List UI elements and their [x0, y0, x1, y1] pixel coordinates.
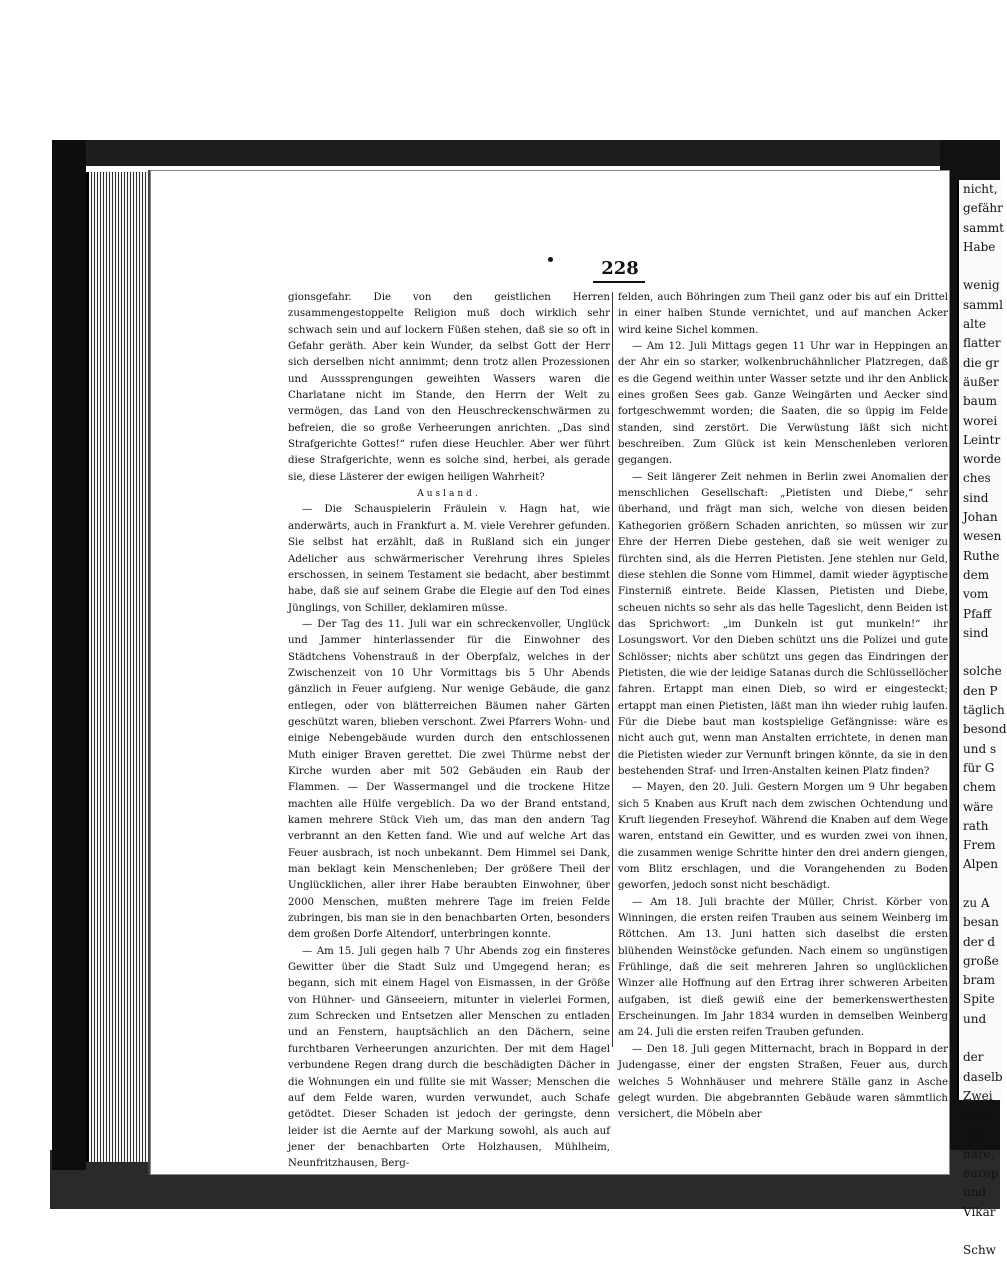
opposite-page-line: große	[963, 953, 999, 968]
opposite-page-line: wenig	[963, 278, 1000, 293]
opposite-page-line: Schw	[963, 1243, 996, 1258]
article-paragraph: — Seit längerer Zeit nehmen in Berlin zwei Anomalien der menschlichen Gesellschaft: „Pietisten und Diebe,“ sehr überhand, und frägt man sich, welche von diesen beiden Kathegorien größern Schaden anrichten, so müssen wir zur Ehre der Herren Diebe gestehen, daß sie weit weniger zu fürchten sind, als die Herren Pietisten. Jene stehlen nur Geld, diese stehlen die Sonne vom Himmel, damit wieder ägyptische Finsterniß eintrete. Beide Klassen, Pietisten und Diebe, scheuen nichts so sehr als das helle Tageslicht, denn Beiden ist das Sprichwort: „im Dunkeln ist gut munkeln!“ ihr Losungswort. Vor den Dieben schützt uns die Polizei und gute Schlösser; nichts aber schützt uns gegen das Eindringen der Pietisten, die wie der leidige Satanas durch die Schlüssellöcher fahren. Ertappt man einen Dieb, so wird er eingesteckt; ertappt man einen Pietisten, läßt man ihn wieder ruhig laufen. Für die Diebe baut man kostspielige Gefängnisse: wäre es nicht auch gut, wenn man Anstalten errichtete, in denen man die Pietisten wieder zur Vernunft bringen könnte, da sie in den bestehenden Straf- und Irren-Anstalten keinen Platz finden?	[618, 471, 948, 777]
column-divider	[612, 292, 613, 1047]
article-paragraph: — Mayen, den 20. Juli. Gestern Morgen um 9 Uhr begaben sich 5 Knaben aus Kruft nach dem zwischen Ochtendung und Kruft liegenden Freseyhof. Während die Knaben auf dem Wege waren, entstand ein Gewitter, und es wurden zwei von ihnen, die zusammen wenige Schritte hinter den drei andern giengen, vom Blitz erschlagen, und die Vorangehenden zu Boden geworfen, jedoch sonst nicht beschädigt.	[618, 782, 948, 892]
opposite-page-line: näre,	[963, 1146, 995, 1161]
opposite-page-line	[959, 643, 1002, 662]
opposite-page-line: Pfaff	[963, 606, 992, 621]
section-heading: Ausland.	[417, 489, 481, 500]
opposite-page-line: wäre	[963, 799, 994, 814]
opposite-page-strip	[957, 180, 1007, 1258]
opposite-page-line	[959, 1222, 1002, 1241]
opposite-page-line: und s	[963, 741, 997, 756]
opposite-page-line: alte	[963, 317, 986, 332]
opposite-page-line: besan	[963, 915, 999, 930]
opposite-page-line: die gr	[963, 355, 999, 370]
opposite-page-line	[959, 257, 1002, 276]
opposite-page-line: europ	[963, 1166, 999, 1181]
article-paragraph: — Der Tag des 11. Juli war ein schreckenvoller, Unglück und Jammer hinterlassender für die Einwohner des Städtchens Vohenstrauß in der Oberpfalz, welches in der Zwischenzeit von 10 Uhr Vormittags bis 5 Uhr Abends gänzlich in Feuer aufgieng. Nur wenige Gebäude, die ganz entlegen, oder von blätterreichen Bäumen naher Gärten geschützt waren, blieben verschont. Zwei Pfarrers Wohn- und einige Nebengebäude wurden durch den entschlossenen Muth einiger Braven gerettet. Die zwei Thürme nebst der Kirche wurden aber mit 502 Gebäuden ein Raub der Flammen. — Der Wassermangel und die trockene Hitze machten alle Hülfe vergeblich. Da wo der Brand entstand, kamen mehrere Stück Vieh um, das man den andern Tag verbrannt an den Ketten fand. Wie und auf welche Art das Feuer ausbrach, ist noch unbekannt. Dem Himmel sei Dank, man beklagt kein Menschenleben; Der größere Theil der Unglücklichen, aller ihrer Habe beraubten Einwohner, über 2000 Menschen, mußten mehrere Tage im freien Felde zubringen, bis man sie in den benachbarten Orten, besonders dem großen Dorfe Altendorf, unterbringen konnte.	[288, 618, 610, 941]
opposite-page-line: nicht,	[963, 182, 998, 196]
opposite-page-line: der	[963, 1050, 984, 1065]
opposite-page-line: für G	[963, 760, 995, 775]
opposite-page-line: äußer	[963, 374, 999, 389]
scan-shadow-top	[60, 140, 965, 166]
book-page-stack	[86, 172, 153, 1162]
article-paragraph: — Die Schauspielerin Fräulein v. Hagn hat, wie anderwärts, auch in Frankfurt a. M. viele Verehrer gefunden. Sie selbst hat erzählt, daß in Rußland sich ein junger Adelicher aus schwärmerischer Verehrung ihres Spieles erschossen, in seinem Testament sie bedacht, aber bestimmt habe, daß sie auf seinem Grabe die Elegie auf den Tod eines Jünglings, von Schiller, deklamiren müsse.	[288, 504, 610, 614]
opposite-page-line: Leintr	[963, 432, 1001, 447]
opposite-page-line: täglich	[963, 703, 1005, 718]
opposite-page-line: und	[963, 1127, 987, 1142]
opposite-page-line: Ruthe	[963, 548, 1000, 563]
opposite-page-line: und	[963, 1011, 987, 1026]
opposite-page-line: bram	[963, 973, 995, 988]
page-number: 228	[601, 258, 639, 279]
article-paragraph: — Den 18. Juli gegen Mitternacht, brach in Boppard in der Judengasse, einer der engsten Straßen, Feuer aus, durch welches 5 Wohnhäuser und mehrere Ställe ganz in Asche gelegt wurden. Die abgebrannten Gebäude waren sämmtlich versichert, die Möbeln aber	[618, 1043, 948, 1121]
page-number-rule	[593, 281, 645, 283]
opposite-page-line	[959, 1029, 1002, 1048]
opposite-page-line: und	[963, 1185, 987, 1200]
article-paragraph: gionsgefahr. Die von den geistlichen Herren zusammengestoppelte Religion muß doch wirklich sehr schwach sein und auf lockern Füßen stehen, daß sie so oft in Gefahr geräth. Aber kein Wunder, da selbst Gott der Herr sich derselben nicht annimmt; denn trotz allen Prozessionen und Ausssprengungen geweihten Wassers waren die Charlatane nicht im Stande, den Herrn der Welt zu vermögen, das Land von den Heuschreckenschwärmen zu befreien, die so große Verheerungen anrichten. „Das sind Strafgerichte Gottes!“ rufen diese Heuchler. Aber wer führt diese Strafgerichte, wenn es solche sind, herbei, als gerade sie, diese Lästerer der ewigen heiligen Wahrheit?	[288, 292, 610, 483]
opposite-page-line: sammt	[963, 220, 1004, 235]
article-paragraph: — Am 18. Juli brachte der Müller, Christ. Körber von Winningen, die ersten reifen Trauben aus seinem Weinberg im Röttchen. Am 13. Juni hatten sich daselbst die ersten blühenden Weinstöcke gefunden. Nach einem so ungünstigen Frühlinge, daß die seit mehreren Jahren so unglücklichen Winzer alle Hoffnung auf den Ertrag ihrer schweren Arbeiten aufgaben, ist dieß gewiß eine der bemerkenswerthesten Erscheinungen. Im Jahr 1834 wurden in demselben Weinberg am 24. Juli die ersten reifen Trauben gefunden.	[618, 896, 948, 1039]
opposite-page-line: rath	[963, 818, 989, 833]
article-paragraph: — Am 15. Juli gegen halb 7 Uhr Abends zog ein finsteres Gewitter über die Stadt Sulz und Umgegend heran; es begann, sich mit einem Hagel von Eismassen, in der Größe von Hühner- und Gänseeiern, mitunter in vielerlei Formen, zum Schrecken und Entsetzen aller Menschen zu entladen und an Fenstern, hauptsächlich an den Dächern, seine furchtbaren Verheerungen anzurichten. Der mit dem Hagel verbundene Regen drang durch die beschädigten Dächer in die Wohnungen ein und füllte sie mit Wasser; Menschen die auf dem Felde waren, wurden verwundet, auch Schafe getödtet. Dieser Schaden ist jedoch der geringste, denn leider ist die Aernte auf der Markung sowohl, als auch auf jener der benachbarten Orte Holzhausen, Mühlheim, Neunfritzhausen, Berg-	[288, 945, 610, 1170]
opposite-page-line: Vikar	[963, 1204, 996, 1219]
opposite-page-line: in D	[963, 1108, 989, 1123]
opposite-page-line: vom	[963, 587, 989, 602]
opposite-page-line: sind	[963, 625, 989, 640]
right-column	[618, 290, 948, 1121]
opposite-page-line: sind	[963, 490, 989, 505]
opposite-page-line: Spite	[963, 992, 995, 1007]
opposite-page-line: Frem	[963, 838, 996, 853]
opposite-page-line: flatter	[963, 336, 1001, 351]
opposite-page-line: Alpen	[963, 857, 999, 872]
opposite-page-line	[959, 875, 1002, 894]
opposite-page-line: Johan	[963, 510, 998, 525]
opposite-page-line: ches	[963, 471, 991, 486]
left-column	[288, 290, 610, 1170]
article-paragraph: — Am 12. Juli Mittags gegen 11 Uhr war in Heppingen an der Ahr ein so starker, wolkenbruchähnlicher Platzregen, daß es die Gegend weithin unter Wasser setzte und ihr den Anblick eines großen Sees gab. Ganze Weingärten und Aecker sind fortgeschwemmt worden; die Saaten, die so üppig im Felde standen, sind zerstört. Die Verwüstung läßt sich nicht beschreiben. Zum Glück ist kein Menschenleben verloren gegangen.	[618, 341, 948, 467]
opposite-page-line: samml	[963, 297, 1003, 312]
article-paragraph: felden, auch Böhringen zum Theil ganz oder bis auf ein Drittel in einer halben Stunde vernichtet, und auf manchen Acker wird keine Sichel kommen.	[618, 292, 948, 336]
opposite-page-line: worde	[963, 452, 1002, 467]
opposite-page-line: worei	[963, 413, 998, 428]
opposite-page-line: zu A	[963, 895, 990, 910]
opposite-page-line: baum	[963, 394, 997, 409]
opposite-page-line: besond	[963, 722, 1007, 737]
opposite-page-line: der d	[963, 934, 996, 949]
opposite-page-line: daselb	[963, 1069, 1003, 1084]
ink-dot	[548, 257, 553, 262]
opposite-page-line: solche	[963, 664, 1002, 679]
opposite-page-line: gefähr	[963, 201, 1003, 216]
opposite-page-line: Habe	[963, 239, 996, 254]
opposite-page-line: Zwei	[963, 1088, 993, 1103]
book-cover-edge	[52, 140, 86, 1170]
opposite-page-line: chem	[963, 780, 996, 795]
opposite-page-line: dem	[963, 567, 990, 582]
opposite-page-line: den P	[963, 683, 998, 698]
opposite-page-line: wesen	[963, 529, 1002, 544]
